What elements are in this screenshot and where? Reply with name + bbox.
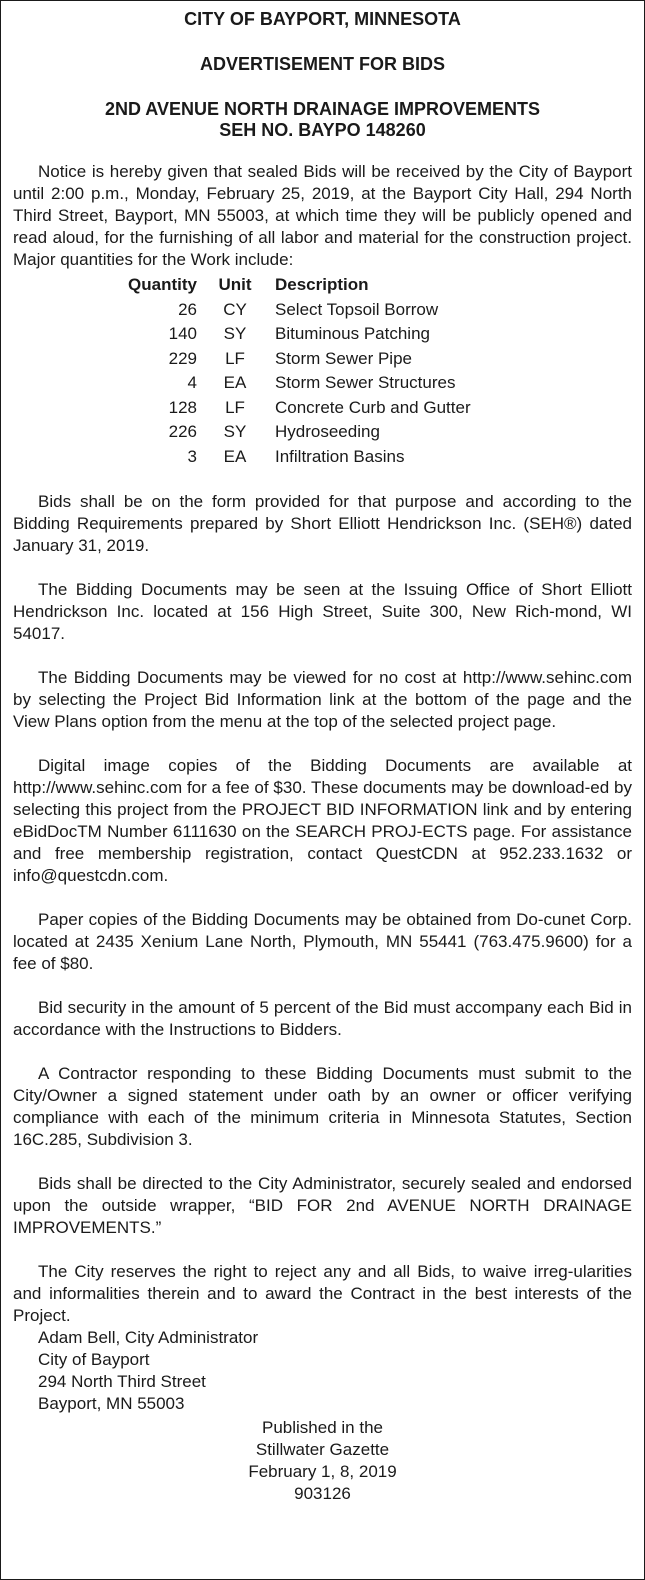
unit-cell: EA [223,373,247,392]
table-row [117,445,471,470]
quantity-cell: 226 [168,422,197,441]
signatory-organization: City of Bayport [38,1350,150,1369]
online-viewing-paragraph: The Bidding Documents may be viewed for no cost at http://www.sehinc.com by selecting the Project Bid Information link at the bottom of the page and the View Plans option from the menu at the top of the selected project page. [13,668,632,731]
document-type-heading: ADVERTISEMENT FOR BIDS [199,54,445,74]
quantity-cell: 4 [187,373,197,392]
unit-cell: LF [225,397,245,417]
bid-directions-paragraph: Bids shall be directed to the City Administrator, securely sealed and endorsed upon the outside wrapper, “BID FOR 2nd AVENUE NORTH DRAINAGE IMPROVEMENTS.” [13,1174,632,1237]
publication-block [13,1417,632,1505]
quantity-cell: 3 [187,446,197,466]
signature-block [13,1327,632,1415]
description-cell: Hydroseeding [275,422,380,441]
unit-cell: EA [223,446,247,466]
unit-cell: CY [223,299,247,319]
table-row [117,322,471,347]
description-cell: Concrete Curb and Gutter [275,397,471,417]
quantities-table [117,273,471,469]
digital-copies-paragraph: Digital image copies of the Bidding Documents are available at http://www.sehinc.com for a fee of $30. These documents may be download-ed by selecting this project from the PROJECT BID INFORMATION link and by entering eBidDocTM Number 6111630 on the SEARCH PROJ-ECTS page. For assistance and free membership registration, contact QuestCDN at 952.233.1632 or info@questcdn.com. [13,756,632,885]
table-row [117,298,471,323]
quantity-cell: 229 [168,348,197,368]
publication-paper: Stillwater Gazette [255,1440,390,1459]
unit-cell: LF [225,348,245,368]
description-cell: Infiltration Basins [275,446,405,466]
contractor-statement-paragraph: A Contractor responding to these Bidding Documents must submit to the City/Owner a signed statement under oath by an owner or officer verifying compliance with each of the minimum criteria in Minnesota Statutes, Section 16C.285, Subdivision 3. [13,1064,632,1149]
publication-dates: February 1, 8, 2019 [248,1462,397,1481]
issuing-office-paragraph: The Bidding Documents may be seen at the Issuing Office of Short Elliott Hendrickson Inc. located at 156 High Street, Suite 300, New Rich-mond, WI 54017. [13,580,632,643]
description-column-header: Description [275,275,369,294]
signatory-street: 294 North Third Street [38,1372,206,1391]
description-cell: Storm Sewer Pipe [275,348,412,368]
bid-form-paragraph: Bids shall be on the form provided for that purpose and according to the Bidding Requirements prepared by Short Elliott Hendrickson Inc. (SEH®) dated January 31, 2019. [13,492,632,555]
paper-copies-paragraph: Paper copies of the Bidding Documents may be obtained from Do-cunet Corp. located at 2435 Xenium Lane North, Plymouth, MN 55441 (763.475.9600) for a fee of $80. [13,910,632,973]
project-title-heading: 2ND AVENUE NORTH DRAINAGE IMPROVEMENTS [104,99,541,119]
table-row [117,371,471,396]
description-cell: Storm Sewer Structures [275,373,456,392]
notice-paragraph: Notice is hereby given that sealed Bids will be received by the City of Bayport until 2:00 p.m., Monday, February 25, 2019, at the Bayport City Hall, 294 North Third Street, Bayport, MN 55003, at which time they will be publicly opened and read aloud, for the furnishing of all labor and material for the construction project. Major quantities for the Work include: [13,162,632,269]
quantity-cell: 26 [178,299,197,319]
description-cell: Select Topsoil Borrow [275,299,439,319]
quantity-cell: 128 [168,397,197,417]
unit-cell: SY [223,324,247,343]
quantities-header-row [117,273,471,298]
unit-column-header: Unit [218,275,252,294]
publication-number: 903126 [294,1484,351,1503]
city-heading: CITY OF BAYPORT, MINNESOTA [184,9,461,29]
signatory-city: Bayport, MN 55003 [38,1394,185,1413]
rights-reserved-paragraph: The City reserves the right to reject any and all Bids, to waive irreg-ularities and informalities therein and to award the Contract in the best interests of the Project. [13,1262,632,1325]
bid-security-paragraph: Bid security in the amount of 5 percent of the Bid must accompany each Bid in accordance with the Instructions to Bidders. [13,998,632,1039]
publication-line: Published in the [262,1418,383,1437]
quantity-column-header: Quantity [128,275,197,294]
signatory-name: Adam Bell, City Administrator [38,1328,259,1347]
table-row [117,347,471,372]
table-row [117,396,471,421]
unit-cell: SY [223,422,247,441]
table-row [117,420,471,445]
description-cell: Bituminous Patching [275,324,430,343]
quantity-cell: 140 [168,324,197,343]
project-number-heading: SEH NO. BAYPO 148260 [219,120,426,140]
